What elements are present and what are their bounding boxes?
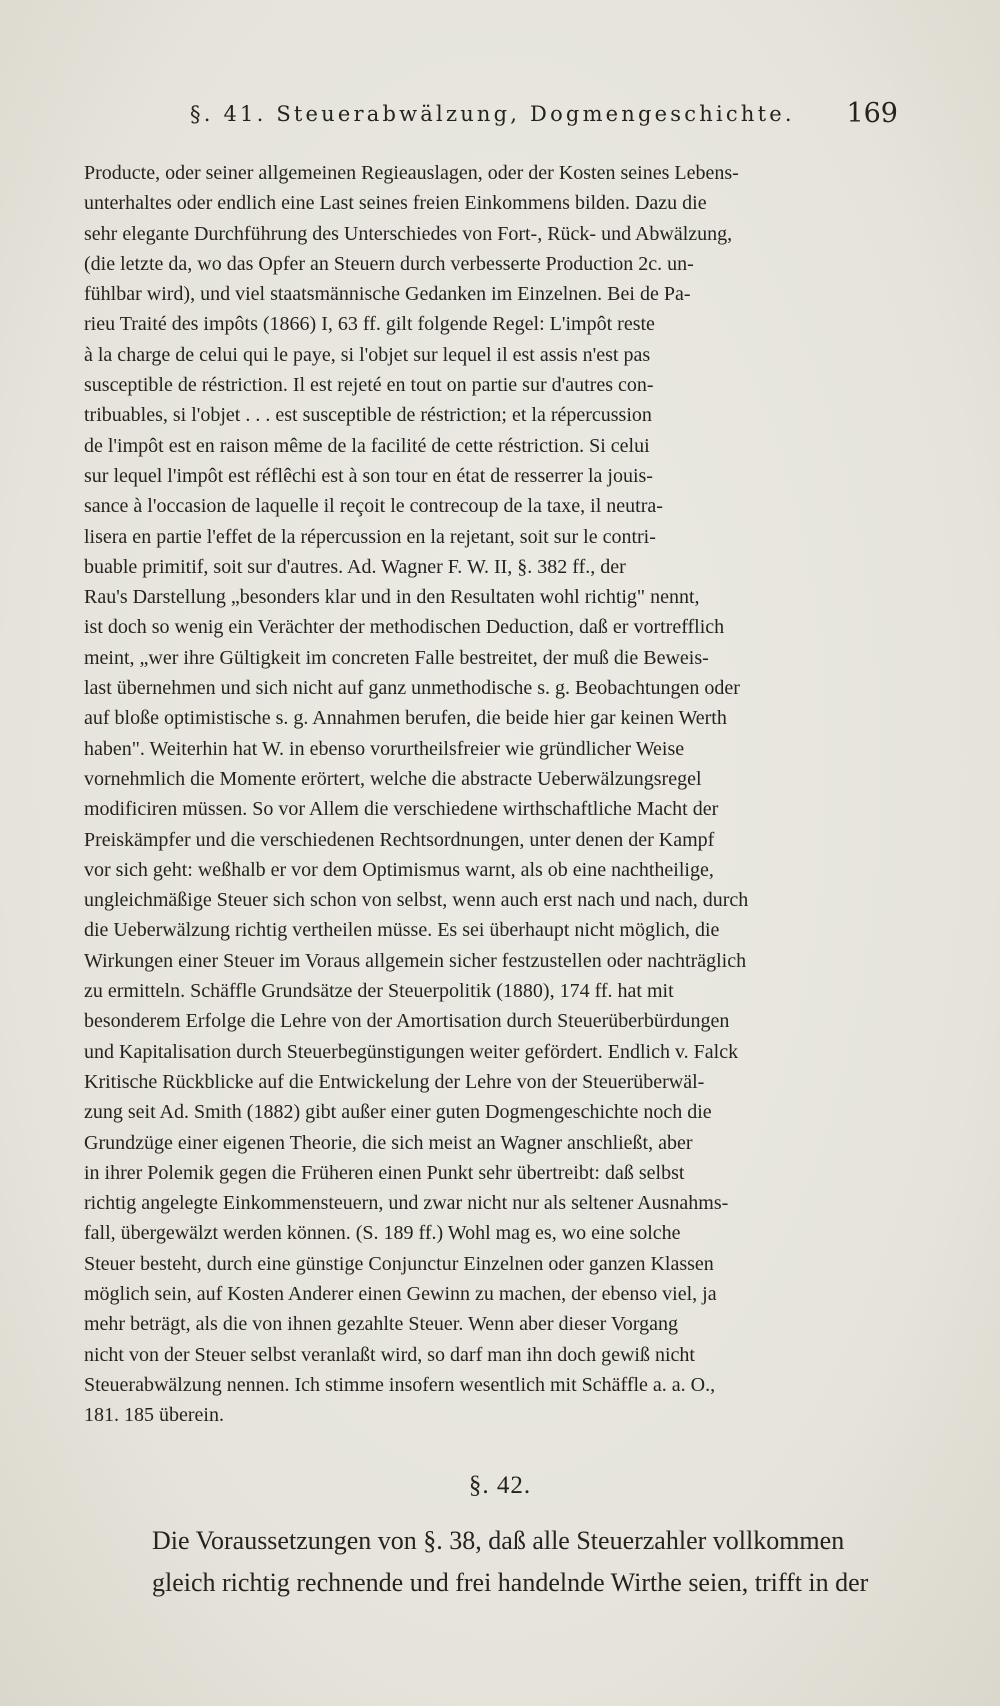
footnote-line: die Ueberwälzung richtig vertheilen müsse. Es sei überhaupt nicht möglich, die (84, 919, 720, 942)
footnote-line: de l'impôt est en raison même de la facilité de cette réstriction. Si celui (84, 434, 650, 457)
footnote-line: tribuables, si l'objet . . . est susceptible de réstriction; et la répercussion (84, 404, 652, 427)
footnote-line: besonderem Erfolge die Lehre von der Amortisation durch Steuerüberbürdungen (84, 1010, 730, 1033)
page-header (190, 98, 910, 138)
footnote-line: fühlbar wird), und viel staatsmännische Gedanken im Einzelnen. Bei de Pa- (84, 283, 691, 306)
footnote-line: fall, übergewälzt werden können. (S. 189 ff.) Wohl mag es, wo eine solche (84, 1222, 681, 1245)
footnote-line: lisera en partie l'effet de la répercussion en la rejetant, soit sur le contri- (84, 525, 656, 548)
footnote-line: ist doch so wenig ein Verächter der methodischen Deduction, daß er vortrefflich (84, 616, 725, 639)
footnote-line: Grundzüge einer eigenen Theorie, die sich meist an Wagner anschließt, aber (84, 1131, 693, 1154)
footnote-line: Wirkungen einer Steuer im Voraus allgemein sicher festzustellen oder nachträglich (84, 949, 747, 972)
footnote-line: Steuerabwälzung nennen. Ich stimme insofern wesentlich mit Schäffle a. a. O., (84, 1373, 716, 1396)
footnote-line: auf bloße optimistische s. g. Annahmen berufen, die beide hier gar keinen Werth (84, 707, 727, 730)
footnote-line: Steuer besteht, durch eine günstige Conjunctur Einzelnen oder ganzen Klassen (84, 1252, 714, 1275)
footnote-line: nicht von der Steuer selbst veranlaßt wird, so darf man ihn doch gewiß nicht (84, 1343, 695, 1366)
footnote-line: (die letzte da, wo das Opfer an Steuern durch verbesserte Production 2c. un- (84, 252, 694, 275)
footnote-line: mehr beträgt, als die von ihnen gezahlte Steuer. Wenn aber dieser Vorgang (84, 1313, 678, 1336)
footnote-line: zung seit Ad. Smith (1882) gibt außer einer guten Dogmengeschichte noch die (84, 1101, 712, 1124)
footnote-line: vor sich geht: weßhalb er vor dem Optimismus warnt, als ob eine nachtheilige, (84, 858, 714, 881)
footnote-line: modificiren müssen. So vor Allem die verschiedene wirthschaftliche Macht der (84, 798, 719, 821)
footnote-line: und Kapitalisation durch Steuerbegünstigungen weiter gefördert. Endlich v. Falck (84, 1040, 739, 1063)
footnote-line: sur lequel l'impôt est réflêchi est à son tour en état de resserrer la jouis- (84, 464, 653, 487)
footnote-line: Preiskämpfer und die verschiedenen Rechtsordnungen, unter denen der Kampf (84, 828, 715, 851)
footnote-line: haben". Weiterhin hat W. in ebenso vorurtheilsfreier wie gründlicher Weise (84, 737, 685, 760)
footnote-line: sehr elegante Durchführung des Unterschiedes von Fort-, Rück- und Abwälzung, (84, 222, 733, 245)
footnote-line: last übernehmen und sich nicht auf ganz unmethodische s. g. Beobachtungen oder (84, 677, 740, 700)
running-title: §. 41. Steuerabwälzung, Dogmengeschichte. (190, 102, 795, 126)
footnote-line: unterhaltes oder endlich eine Last seines freien Einkommens bilden. Dazu die (84, 192, 707, 215)
footnote-line: buable primitif, soit sur d'autres. Ad. Wagner F. W. II, §. 382 ff., der (84, 555, 626, 578)
body-line: gleich richtig rechnende und frei handelnde Wirthe seien, trifft in der (152, 1568, 869, 1597)
section-heading: §. 42. (468, 1472, 532, 1499)
footnote-line: vornehmlich die Momente erörtert, welche die abstracte Ueberwälzungsregel (84, 767, 702, 790)
footnote-line: 181. 185 überein. (84, 1404, 224, 1427)
footnote-line: ungleichmäßige Steuer sich schon von selbst, wenn auch erst nach und nach, durch (84, 889, 749, 912)
body-paragraph (152, 1520, 912, 1604)
footnote-line: susceptible de réstriction. Il est rejeté en tout on partie sur d'autres con- (84, 374, 654, 397)
footnote-line: Rau's Darstellung „besonders klar und in den Resultaten wohl richtig" nennt, (84, 586, 700, 609)
footnote-block (84, 158, 914, 1430)
footnote-line: in ihrer Polemik gegen die Früheren einen Punkt sehr übertreibt: daß selbst (84, 1161, 685, 1184)
footnote-line: möglich sein, auf Kosten Anderer einen Gewinn zu machen, der ebenso viel, ja (84, 1282, 717, 1305)
footnote-line: Producte, oder seiner allgemeinen Regieauslagen, oder der Kosten seines Lebens- (84, 162, 739, 184)
footnote-line: rieu Traité des impôts (1866) I, 63 ff. gilt folgende Regel: L'impôt reste (84, 313, 655, 336)
footnote-line: à la charge de celui qui le paye, si l'objet sur lequel il est assis n'est pas (84, 343, 651, 366)
footnote-line: zu ermitteln. Schäffle Grundsätze der Steuerpolitik (1880), 174 ff. hat mit (84, 980, 674, 1003)
body-line: Die Voraussetzungen von §. 38, daß alle Steuerzahler vollkommen (152, 1526, 845, 1555)
page-number: 169 (846, 98, 898, 129)
footnote-line: sance à l'occasion de laquelle il reçoit le contrecoup de la taxe, il neutra- (84, 495, 663, 518)
footnote-line: meint, „wer ihre Gültigkeit im concreten Falle bestreitet, der muß die Beweis- (84, 646, 709, 669)
footnote-line: richtig angelegte Einkommensteuern, und zwar nicht nur als seltener Ausnahms- (84, 1192, 729, 1215)
footnote-line: Kritische Rückblicke auf die Entwickelung der Lehre von der Steuerüberwäl- (84, 1070, 705, 1093)
